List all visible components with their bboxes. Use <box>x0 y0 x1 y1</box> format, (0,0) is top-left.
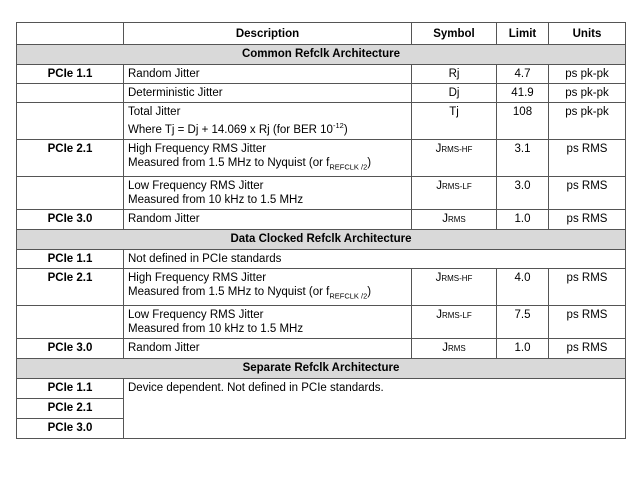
desc-line1: Low Frequency RMS Jitter <box>128 180 264 193</box>
symbol-main: J <box>435 142 442 155</box>
symbol-cell <box>412 139 497 176</box>
header-symbol: Symbol <box>412 23 497 45</box>
limit-cell: 108 <box>497 103 549 140</box>
desc-line1: High Frequency RMS Jitter <box>128 272 267 285</box>
desc-cell <box>124 139 412 176</box>
gen-label: PCIe 3.0 <box>17 210 124 230</box>
symbol-cell: Rj <box>412 65 497 84</box>
desc-line2 <box>128 156 407 174</box>
desc-text: ) <box>367 286 372 299</box>
table-row <box>17 139 626 176</box>
gen-spacer <box>17 84 124 103</box>
section-row-separate <box>17 359 626 379</box>
header-blank <box>17 23 124 45</box>
symbol-sub: RMS <box>447 344 466 354</box>
gen-spacer <box>17 306 124 339</box>
desc-line2: Measured from 10 kHz to 1.5 MHz <box>128 323 304 336</box>
desc-cell: Deterministic Jitter <box>124 84 412 103</box>
table-row <box>17 250 626 269</box>
units-cell: ps RMS <box>549 139 626 176</box>
symbol-sub: RMS <box>447 215 466 225</box>
header-description: Description <box>124 23 412 45</box>
symbol-sub: RMS-HF <box>441 144 473 154</box>
table-row <box>17 269 626 306</box>
symbol-cell <box>412 210 497 230</box>
symbol-cell: Tj <box>412 103 497 140</box>
header-limit: Limit <box>497 23 549 45</box>
units-cell: ps RMS <box>549 177 626 210</box>
limit-cell: 7.5 <box>497 306 549 339</box>
gen-label: PCIe 2.1 <box>17 139 124 176</box>
table-row <box>17 379 626 399</box>
units-cell: ps RMS <box>549 339 626 359</box>
section-title-common: Common Refclk Architecture <box>17 45 626 65</box>
limit-cell: 3.1 <box>497 139 549 176</box>
table-row <box>17 84 626 103</box>
units-cell: ps pk-pk <box>549 84 626 103</box>
desc-line1: High Frequency RMS Jitter <box>128 142 267 155</box>
desc-cell: Random Jitter <box>124 65 412 84</box>
limit-cell: 1.0 <box>497 339 549 359</box>
subscript: REFCLK /2 <box>329 291 368 301</box>
limit-cell: 4.0 <box>497 269 549 306</box>
symbol-cell: Dj <box>412 84 497 103</box>
units-cell: ps RMS <box>549 210 626 230</box>
desc-text: ) <box>343 123 348 136</box>
symbol-main: J <box>435 272 442 285</box>
limit-cell: 41.9 <box>497 84 549 103</box>
symbol-main: J <box>442 213 448 226</box>
desc-line1: Total Jitter <box>128 106 181 118</box>
desc-text: Measured from 1.5 MHz to Nyquist (or f <box>128 286 330 299</box>
jitter-spec-table <box>16 22 626 439</box>
symbol-cell <box>412 177 497 210</box>
desc-line1: Low Frequency RMS Jitter <box>128 309 264 322</box>
table-row <box>17 306 626 339</box>
superscript: -12 <box>332 121 344 130</box>
table-row <box>17 339 626 359</box>
desc-cell-merged: Device dependent. Not defined in PCIe standards. <box>124 379 626 439</box>
gen-label: PCIe 2.1 <box>17 399 124 419</box>
gen-label: PCIe 1.1 <box>17 379 124 399</box>
symbol-sub: RMS-LF <box>441 311 472 321</box>
desc-text: ) <box>367 156 372 169</box>
desc-cell: Random Jitter <box>124 339 412 359</box>
desc-line2 <box>128 285 407 303</box>
desc-cell: Not defined in PCIe standards <box>124 250 626 269</box>
gen-label: PCIe 1.1 <box>17 250 124 269</box>
symbol-sub: RMS-LF <box>441 182 472 192</box>
table-row <box>17 103 626 140</box>
symbol-main: J <box>436 180 442 193</box>
units-cell: ps RMS <box>549 306 626 339</box>
table-row <box>17 65 626 84</box>
limit-cell: 4.7 <box>497 65 549 84</box>
limit-cell: 1.0 <box>497 210 549 230</box>
symbol-sub: RMS-HF <box>441 274 473 284</box>
desc-text: Where Tj = Dj + 14.069 x Rj (for BER 10 <box>128 123 333 136</box>
section-row-common <box>17 45 626 65</box>
symbol-cell <box>412 339 497 359</box>
desc-line2 <box>128 119 407 137</box>
gen-label: PCIe 1.1 <box>17 65 124 84</box>
symbol-cell <box>412 306 497 339</box>
desc-cell <box>124 269 412 306</box>
units-cell: ps pk-pk <box>549 103 626 140</box>
gen-label: PCIe 3.0 <box>17 339 124 359</box>
desc-cell <box>124 306 412 339</box>
table-row <box>17 177 626 210</box>
desc-cell: Random Jitter <box>124 210 412 230</box>
header-row <box>17 23 626 45</box>
desc-cell <box>124 177 412 210</box>
gen-spacer <box>17 177 124 210</box>
table-row <box>17 210 626 230</box>
gen-spacer <box>17 103 124 140</box>
section-title-data-clocked: Data Clocked Refclk Architecture <box>17 230 626 250</box>
section-row-data-clocked <box>17 230 626 250</box>
section-title-separate: Separate Refclk Architecture <box>17 359 626 379</box>
header-units: Units <box>549 23 626 45</box>
units-cell: ps RMS <box>549 269 626 306</box>
limit-cell: 3.0 <box>497 177 549 210</box>
gen-label: PCIe 3.0 <box>17 419 124 439</box>
symbol-cell <box>412 269 497 306</box>
gen-label: PCIe 2.1 <box>17 269 124 306</box>
symbol-main: J <box>442 342 448 355</box>
subscript: REFCLK /2 <box>329 162 368 172</box>
desc-text: Measured from 1.5 MHz to Nyquist (or f <box>128 156 330 169</box>
desc-cell <box>124 103 412 140</box>
units-cell: ps pk-pk <box>549 65 626 84</box>
symbol-main: J <box>436 309 442 322</box>
desc-line2: Measured from 10 kHz to 1.5 MHz <box>128 194 304 207</box>
